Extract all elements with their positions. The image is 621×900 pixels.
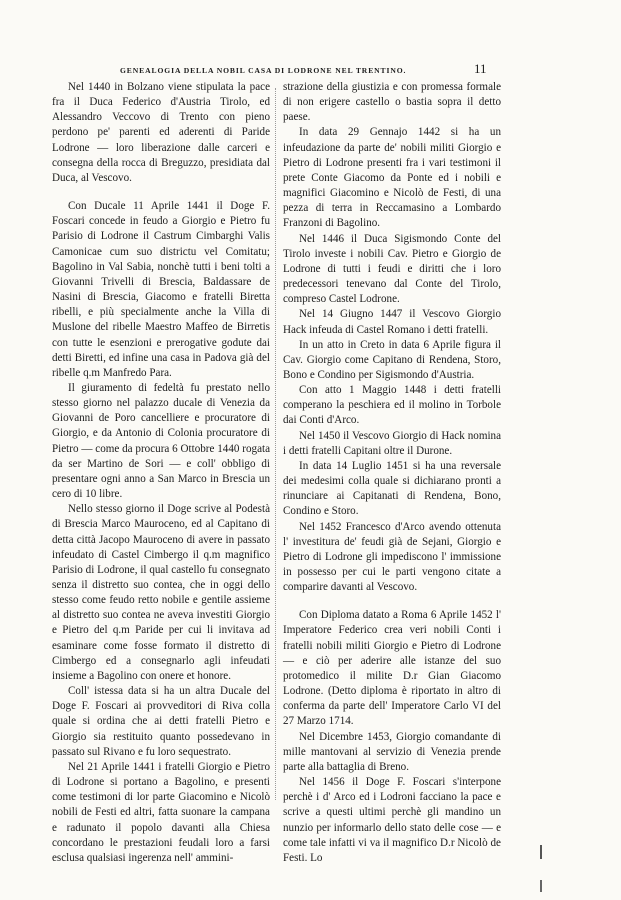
paragraph: Con atto 1 Maggio 1448 i detti fratelli comperano la peschiera ed il molino in Torbole dai Conti d'Arco. bbox=[283, 384, 501, 427]
left-column bbox=[52, 80, 270, 866]
paragraph: Nel 21 Aprile 1441 i fratelli Giorgio e Pietro di Lodrone si portano a Bagolino, e presenti come testimoni di lor parte Giacomino e Nicolò nobili de Festi ed altri, fatta suonare la campana e radunato il popolo davanti alla Chiesa concordano le prestazioni feudali loro a farsi esclusa qualsiasi ingerenza nell' ammini- bbox=[52, 760, 270, 864]
right-column bbox=[283, 80, 501, 866]
paragraph: Con Diploma datato a Roma 6 Aprile 1452 l' Imperatore Federico crea veri nobili Conti i fratelli nobili militi Giorgio e Pietro di Lodrone — e ciò per aderire alle istanze del suo protomedico il milite D.r Gian Giacomo Lodrone. (Detto diploma è riportato in altro di conferma da parte dell' Imperatore Carlo VI del 27 Marzo 1714. bbox=[283, 609, 501, 728]
paragraph: Con Ducale 11 Aprile 1441 il Doge F. Foscari concede in feudo a Giorgio e Pietro fu Parisio di Lodrone il Castrum Cimbarghi Valis Camonicae cum suo districtu vel Comitatu; Bagolino in Val Sabia, nonchè tutti i beni tolti a Giovanni Trivelli di Brescia, Baldassare de Nasini di Brescia, Giacomo e fratelli Biretta ribelli, e più specialmente anche la Villa di Muslone del ribelle Maestro Maffeo de Birretis con tutte le esenzioni e prerogative godute dai detti Biretti, ed infine una casa in Padova già del ribelle q.m Manfredo Para. bbox=[52, 200, 270, 379]
page-number: 11 bbox=[474, 61, 487, 76]
paragraph: Nel 1456 il Doge F. Foscari s'interpone perchè i d' Arco ed i Lodroni facciano la pace e scrive a questi ultimi perchè gli mandino un nunzio per informarlo dello stato delle cose — e come tale infatti vi va il magnifico D.r Nicolò de Festi. Lo bbox=[283, 776, 501, 864]
paragraph: Nel 1452 Francesco d'Arco avendo ottenuta l' investitura de' feudi già de Sejani, Giorgio e Pietro di Lodrone gli impediscono l' immissione in possesso per cui le parti vengono citate a comparire davanti al Vescovo. bbox=[283, 520, 501, 594]
paragraph: Nel 1446 il Duca Sigismondo Conte del Tirolo investe i nobili Cav. Pietro e Giorgio de Lodrone di tutti i feudi e diritti che i loro predecessori tenevano dal Conte del Tirolo, compreso Castel Lodrone. bbox=[283, 232, 501, 306]
scan-mark bbox=[540, 880, 542, 892]
column-divider bbox=[275, 88, 276, 800]
paragraph: Il giuramento di fedeltà fu prestato nello stesso giorno nel palazzo ducale di Venezia da Giovanni de Poro cancelliere e procuratore di Giorgio, e da Antonio di Colonia procuratore di Pietro — come da procura 6 Ottobre 1440 rogata da ser Martino de Sori — e coll' obbligo di presentare ogni anno a San Marco in Brescia un cero di 10 libre. bbox=[52, 381, 270, 501]
paragraph: In un atto in Creto in data 6 Aprile figura il Cav. Giorgio come Capitano di Rendena, Storo, Bono e Condino per Sigismondo d'Austria. bbox=[283, 338, 501, 381]
paragraph: Nel Dicembre 1453, Giorgio comandante di mille mantovani al servizio di Venezia prende parte alla battaglia di Breno. bbox=[283, 730, 501, 773]
paragraph: In data 29 Gennajo 1442 si ha un infeudazione da parte de' nobili militi Giorgio e Pietro di Lodrone presenti fra i vari testimoni il prete Conte Giacomo da Ponte ed i nobili e magnifici Giacomino e Nicolò de Festi, di una pezza di terra in Reccamasino a Lombardo Franzoni di Bagolino. bbox=[283, 126, 501, 230]
paragraph: Coll' istessa data si ha un altra Ducale del Doge F. Foscari ai provveditori di Riva colla quale si ordina che ai detti fratelli Pietro e Giorgio sia restituito quanto possedevano in passato sul Rivano e fu loro sequestrato. bbox=[52, 685, 270, 758]
paragraph: Nel 14 Giugno 1447 il Vescovo Giorgio Hack infeuda di Castel Romano i detti fratelli. bbox=[283, 308, 501, 336]
paragraph: Nel 1450 il Vescovo Giorgio di Hack nomina i detti fratelli Capitani oltre il Durone. bbox=[283, 429, 501, 457]
paragraph: In data 14 Luglio 1451 si ha una reversale dei medesimi colla quale si dichiarano pronti a rinunciare ai Capitanati di Rendena, Bono, Condino e Storo. bbox=[283, 459, 501, 518]
running-title: GENEALOGIA DELLA NOBIL CASA DI LODRONE NEL TRENTINO. bbox=[120, 66, 407, 75]
scan-mark bbox=[540, 845, 542, 859]
paragraph: strazione della giustizia e con promessa formale di non erigere castello o bastia sopra il detto paese. bbox=[283, 81, 501, 124]
paragraph: Nel 1440 in Bolzano viene stipulata la pace fra il Duca Federico d'Austria Tirolo, ed Alessandro Veccovo di Trento con pieno perdono pe' parenti ed aderenti di Paride Lodrone — loro liberazione dalle carceri e consegna della rocca di Breguzzo, presidiata dal Duca, al Vescovo. bbox=[52, 81, 270, 184]
paragraph: Nello stesso giorno il Doge scrive al Podestà di Brescia Marco Mauroceno, ed al Capitano di detta città Jacopo Mauroceno di avere in passato infeudato di Castel Cimbergo il q.m magnifico Parisio di Lodrone, il qual castello fu consegnato senza il distretto suo contea, che in oggi dello stesso come feudo retto nobile e gentile assieme al distretto suo contea ne aveva investiti Giorgio e Pietro del q.m Paride per cui li invitava ad esaminare come fosse formato il distretto di Cimbergo ed a consegnarlo agli infeudati insieme a Bagolino con onere et honore. bbox=[52, 503, 270, 682]
